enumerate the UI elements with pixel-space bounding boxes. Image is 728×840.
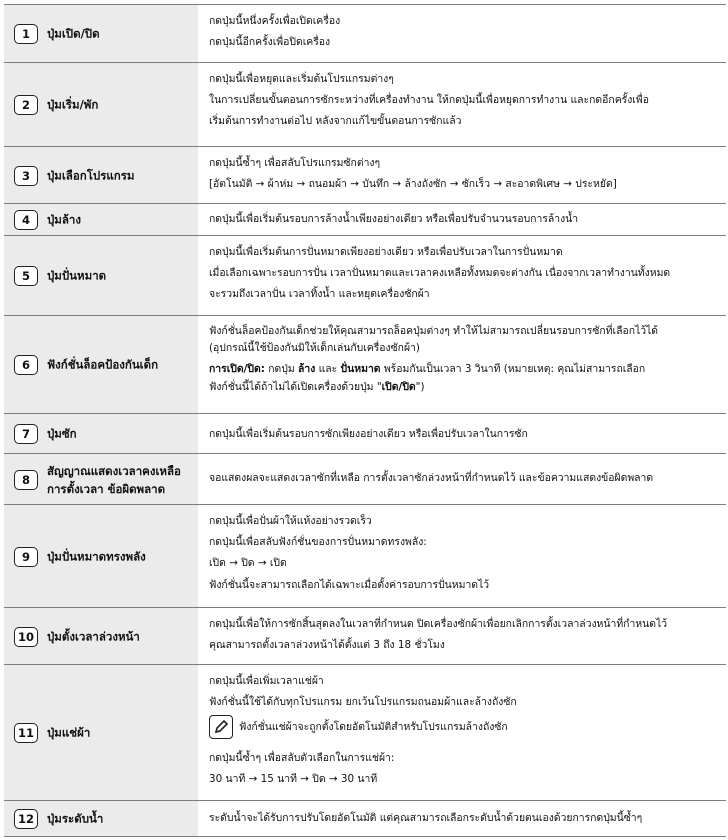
control-row (4, 664, 726, 801)
note-pencil-icon (209, 715, 233, 739)
control-row (4, 607, 726, 665)
description-line: เริ่มต้นการทำงานต่อไป หลังจากแก้ไขขั้นตอนการซักแล้ว (209, 115, 462, 127)
control-row (4, 504, 726, 608)
control-row (4, 146, 726, 204)
control-label-cell (4, 801, 198, 836)
description-line: กดปุ่มนี้เพื่อเริ่มต้นการปั่นหมาดเพียงอย่างเดียว หรือเพื่อปรับเวลาในการปั่นหมาด (209, 246, 563, 258)
control-label-cell (4, 505, 198, 608)
item-number-badge: 5 (14, 266, 38, 286)
description-line: เปิด → ปิด → เปิด (209, 557, 287, 569)
control-row (4, 800, 726, 837)
bold-text: ปั่นหมาด (340, 363, 381, 375)
control-description (209, 5, 722, 63)
control-row (4, 413, 726, 454)
control-description (209, 505, 722, 608)
control-description (209, 147, 722, 204)
text-span: กดปุ่ม (264, 363, 298, 375)
control-name: สัญญาณแสดงเวลาคงเหลือ การตั้งเวลา ข้อผิดพลาด (47, 463, 181, 496)
text-span: ฟังก์ชั่นนี้ได้ถ้าไม่ได้เปิดเครื่องด้วยปุ่ม " (209, 381, 382, 393)
description-line: กดปุ่มนี้ซ้ำๆ เพื่อสลับตัวเลือกในการแช่ผ้า: (209, 752, 395, 764)
control-name: ปุ่มปั่นหมาดทรงพลัง (47, 549, 146, 563)
bold-text: ล้าง (298, 363, 316, 375)
note-text: ฟังก์ชั่นแช่ผ้าจะถูกตั้งโดยอัตโนมัติสำหรับโปรแกรมล้างถังซัก (239, 721, 508, 733)
text-span: พร้อมกันเป็นเวลา 3 วินาที (หมายเหตุ: คุณไม่สามารถเลือก (380, 363, 646, 375)
description-line: กดปุ่มนี้เพื่อเริ่มต้นรอบการล้างน้ำเพียงอย่างเดียว หรือเพื่อปรับจำนวนรอบการล้างน้ำ (209, 213, 579, 225)
description-line: จะรวมถึงเวลาปั่น เวลาทิ้งน้ำ และหยุดเครื่องซักผ้า (209, 288, 430, 300)
description-line: คุณสามารถตั้งเวลาล่วงหน้าได้ตั้งแต่ 3 ถึง 18 ชั่วโมง (209, 639, 445, 651)
item-number-badge: 6 (14, 355, 38, 375)
description-line: (อุปกรณ์นี้ใช้ป้องกันมิให้เด็กเล่นกับเครื่องซักผ้า) (209, 342, 420, 354)
control-description (209, 236, 722, 316)
item-number-badge: 4 (14, 210, 38, 230)
description-line: กดปุ่มนี้เพื่อเพิ่มเวลาแช่ผ้า (209, 675, 324, 687)
control-label-cell (4, 414, 198, 454)
description-line: กดปุ่มนี้อีกครั้งเพื่อปิดเครื่อง (209, 36, 331, 48)
control-label-cell (4, 236, 198, 316)
item-number-badge: 11 (14, 723, 38, 743)
description-line: [อัตโนมัติ → ผ้าห่ม → ถนอมผ้า → บันทึก → ล้างถังซัก → ซักเร็ว → สะอาดพิเศษ → ประหยัด] (209, 178, 617, 190)
control-description (209, 316, 722, 414)
description-line: 30 นาที → 15 นาที → ปิด → 30 นาที (209, 773, 378, 785)
control-description (209, 801, 722, 836)
item-number-badge: 7 (14, 424, 38, 444)
item-number-badge: 12 (14, 809, 38, 829)
description-line (209, 379, 425, 395)
control-name: ปุ่มระดับน้ำ (47, 811, 104, 825)
control-label-cell (4, 454, 198, 505)
text-span: และ (315, 363, 341, 375)
description-line: กดปุ่มนี้เพื่อหยุดและเริ่มต้นโปรแกรมต่างๆ (209, 73, 394, 85)
control-description (209, 204, 722, 236)
note-line (209, 715, 508, 739)
control-name: ปุ่มเปิด/ปิด (47, 26, 100, 41)
control-description (209, 608, 722, 665)
control-label-cell (4, 204, 198, 236)
control-label-cell (4, 147, 198, 204)
control-row (4, 4, 726, 63)
control-label-cell (4, 665, 198, 801)
control-label-cell (4, 608, 198, 665)
control-row (4, 62, 726, 147)
control-description (209, 63, 722, 147)
description-line: กดปุ่มนี้เพื่อปั่นผ้าให้แห้งอย่างรวดเร็ว (209, 515, 372, 527)
control-name: ปุ่มเลือกโปรแกรม (47, 168, 135, 182)
control-row (4, 453, 726, 505)
item-number-badge: 10 (14, 627, 38, 647)
item-number-badge: 3 (14, 166, 38, 186)
description-line: กดปุ่มนี้เพื่อเริ่มต้นรอบการซักเพียงอย่างเดียว หรือเพื่อปรับเวลาในการซัก (209, 428, 528, 440)
text-span: ") (415, 381, 425, 393)
bold-text: การเปิด/ปิด: (209, 363, 265, 375)
control-name: ปุ่มเริ่ม/พัก (47, 97, 99, 112)
item-number-badge: 9 (14, 547, 38, 567)
description-line: กดปุ่มนี้เพื่อสลับฟังก์ชั่นของการปั่นหมาดทรงพลัง: (209, 536, 427, 548)
item-number-badge: 1 (14, 24, 38, 44)
control-row (4, 315, 726, 414)
control-name: ปุ่มแช่ผ้า (47, 725, 91, 740)
description-line: ระดับน้ำจะได้รับการปรับโดยอัตโนมัติ แต่คุณสามารถเลือกระดับน้ำด้วยตนเองด้วยการกดปุ่มนี้ซ้ำๆ (209, 812, 643, 824)
control-label-cell (4, 63, 198, 147)
item-number-badge: 8 (14, 470, 38, 490)
control-description (209, 454, 722, 505)
control-name: ฟังก์ชั่นล็อคป้องกันเด็ก (47, 357, 159, 372)
description-line: ในการเปลี่ยนขั้นตอนการซักระหว่างที่เครื่องทำงาน ให้กดปุ่มนี้เพื่อหยุดการทำงาน และกดอีกครั้งเพื่อ (209, 94, 649, 106)
description-line (209, 361, 645, 377)
bold-text: เปิด/ปิด (381, 381, 416, 393)
description-line: ฟังก์ชั่นนี้ใช้ได้กับทุกโปรแกรม ยกเว้นโปรแกรมถนอมผ้าและล้างถังซัก (209, 696, 517, 708)
description-line: กดปุ่มนี้หนึ่งครั้งเพื่อเปิดเครื่อง (209, 15, 341, 27)
description-line: ฟังก์ชั่นล็อคป้องกันเด็กช่วยให้คุณสามารถล็อคปุ่มต่างๆ ทำให้ไม่สามารถเปลี่ยนรอบการซักที่เลือกไว้ได้ (209, 325, 659, 337)
description-line: จอแสดงผลจะแสดงเวลาซักที่เหลือ การตั้งเวลาซักล่วงหน้าที่กำหนดไว้ และข้อความแสดงข้อผิดพลาด (209, 472, 654, 484)
control-name: ปุ่มล้าง (47, 212, 82, 227)
control-label-cell (4, 316, 198, 414)
control-name: ปุ่มตั้งเวลาล่วงหน้า (47, 629, 140, 643)
control-description (209, 414, 722, 454)
control-row (4, 235, 726, 316)
control-description (209, 665, 722, 801)
control-label-cell (4, 5, 198, 63)
description-line: กดปุ่มนี้เพื่อให้การซักสิ้นสุดลงในเวลาที่กำหนด ปิดเครื่องซักผ้าเพื่อยกเลิกการตั้งเวลาล่วงหน้าที่กำหนดไว้ (209, 618, 668, 630)
description-line: เมื่อเลือกเฉพาะรอบการปั่น เวลาปั่นหมาดและเวลาคงเหลือทั้งหมดจะต่างกัน เนื่องจากเวลาทำงานทั้งหมด (209, 267, 671, 279)
control-row (4, 203, 726, 236)
control-name: ปุ่มปั่นหมาด (47, 268, 107, 283)
item-number-badge: 2 (14, 95, 38, 115)
control-name: ปุ่มซัก (47, 426, 77, 441)
description-line: ฟังก์ชั่นนี้จะสามารถเลือกได้เฉพาะเมื่อตั้งค่ารอบการปั่นหมาดไว้ (209, 579, 490, 591)
description-line: กดปุ่มนี้ซ้ำๆ เพื่อสลับโปรแกรมซักต่างๆ (209, 157, 381, 169)
